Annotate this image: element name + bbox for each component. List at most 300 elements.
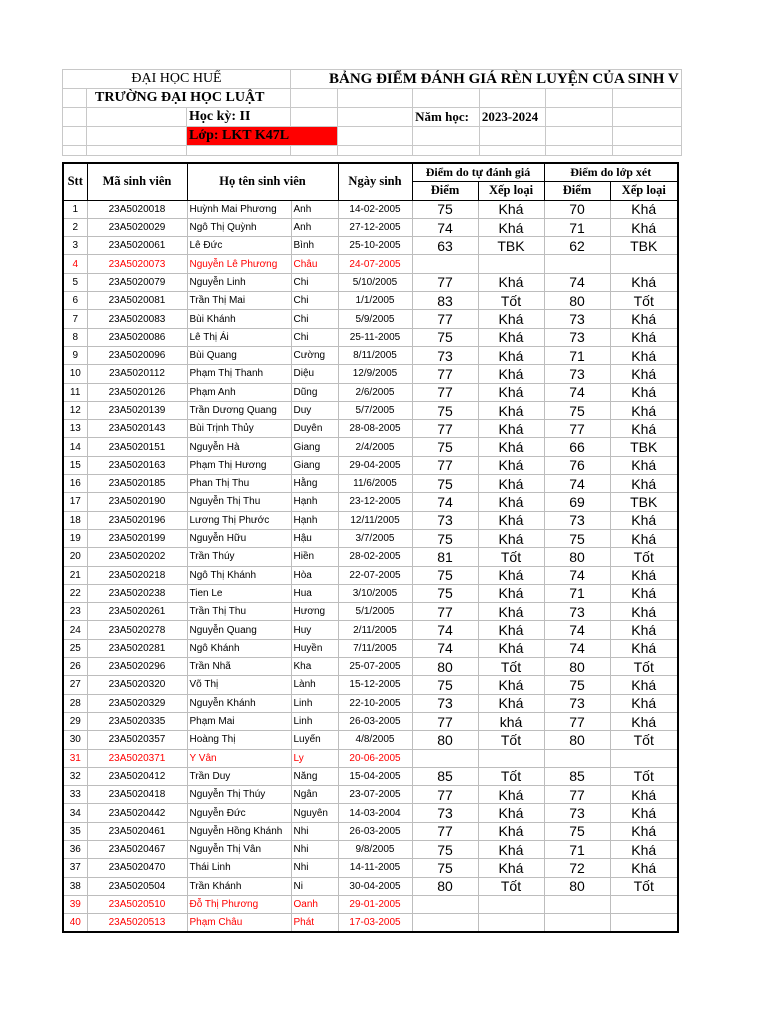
row-number: 7 (63, 310, 87, 328)
row-class-score: 73 (544, 694, 610, 712)
row-student-id: 23A5020083 (87, 310, 187, 328)
row-class-score: 73 (544, 511, 610, 529)
row-first-name: Nguyên (291, 804, 338, 822)
row-class-score: 74 (544, 273, 610, 291)
row-number: 13 (63, 420, 87, 438)
row-first-name: Giang (291, 456, 338, 474)
row-last-name: Nguyễn Hữu (187, 529, 291, 547)
row-class-rank: Tốt (610, 731, 678, 749)
row-first-name: Anh (291, 218, 338, 236)
row-dob: 7/11/2005 (338, 639, 412, 657)
row-self-score: 77 (412, 822, 478, 840)
row-student-id: 23A5020510 (87, 895, 187, 913)
col-student-name: Họ tên sinh viên (187, 163, 338, 200)
row-self-rank: Khá (478, 511, 544, 529)
row-self-score: 77 (412, 383, 478, 401)
row-last-name: Phạm Thị Hương (187, 456, 291, 474)
row-number: 35 (63, 822, 87, 840)
row-self-score: 77 (412, 273, 478, 291)
row-class-rank: Khá (610, 804, 678, 822)
table-row (63, 438, 678, 456)
row-number: 6 (63, 292, 87, 310)
row-number: 25 (63, 639, 87, 657)
row-dob: 24-07-2005 (338, 255, 412, 273)
row-student-id: 23A5020086 (87, 328, 187, 346)
row-self-rank: Tốt (478, 767, 544, 785)
row-number: 22 (63, 584, 87, 602)
col-group-self: Điểm do tự đánh giá (412, 163, 544, 182)
row-first-name: Hạnh (291, 511, 338, 529)
row-self-rank: Tốt (478, 658, 544, 676)
table-row (63, 456, 678, 474)
row-class-score: 72 (544, 859, 610, 877)
row-self-rank: Khá (478, 273, 544, 291)
row-self-rank: Khá (478, 584, 544, 602)
table-row (63, 255, 678, 273)
row-student-id: 23A5020126 (87, 383, 187, 401)
row-self-rank: Tốt (478, 292, 544, 310)
row-class-score: 75 (544, 676, 610, 694)
row-class-score: 73 (544, 328, 610, 346)
table-row (63, 877, 678, 895)
row-self-rank: Tốt (478, 548, 544, 566)
row-dob: 25-07-2005 (338, 658, 412, 676)
row-number: 10 (63, 365, 87, 383)
year-value: 2023-2024 (479, 108, 546, 127)
row-self-rank (478, 255, 544, 273)
row-self-rank: Khá (478, 383, 544, 401)
row-class-score: 71 (544, 584, 610, 602)
row-first-name: Duyên (291, 420, 338, 438)
row-last-name: Nguyễn Lê Phương (187, 255, 291, 273)
row-self-score (412, 255, 478, 273)
row-dob: 9/8/2005 (338, 840, 412, 858)
table-row (63, 621, 678, 639)
row-dob: 5/9/2005 (338, 310, 412, 328)
row-self-score: 75 (412, 840, 478, 858)
row-dob: 22-10-2005 (338, 694, 412, 712)
row-student-id: 23A5020185 (87, 475, 187, 493)
table-row (63, 511, 678, 529)
row-self-rank: Khá (478, 639, 544, 657)
row-self-score: 77 (412, 310, 478, 328)
row-dob: 3/7/2005 (338, 529, 412, 547)
row-number: 26 (63, 658, 87, 676)
row-first-name: Kha (291, 658, 338, 676)
table-row (63, 658, 678, 676)
row-self-score: 63 (412, 237, 478, 255)
row-last-name: Nguyễn Hà (187, 438, 291, 456)
row-self-score: 74 (412, 218, 478, 236)
row-number: 18 (63, 511, 87, 529)
row-self-score: 77 (412, 420, 478, 438)
row-self-rank: Khá (478, 401, 544, 419)
row-number: 16 (63, 475, 87, 493)
row-student-id: 23A5020139 (87, 401, 187, 419)
col-student-id: Mã sinh viên (87, 163, 187, 200)
row-self-rank: Khá (478, 822, 544, 840)
row-number: 36 (63, 840, 87, 858)
row-self-score: 75 (412, 529, 478, 547)
row-self-rank: TBK (478, 237, 544, 255)
row-class-rank: Khá (610, 786, 678, 804)
year-label: Năm học: (413, 108, 480, 127)
table-row (63, 548, 678, 566)
row-self-rank: Khá (478, 786, 544, 804)
row-last-name: Trần Thúy (187, 548, 291, 566)
row-number: 23 (63, 603, 87, 621)
row-self-score: 74 (412, 493, 478, 511)
row-dob: 29-04-2005 (338, 456, 412, 474)
row-class-rank: Khá (610, 676, 678, 694)
semester-label: Học kỳ: II (187, 108, 291, 127)
row-class-score: 70 (544, 200, 610, 218)
row-number: 9 (63, 346, 87, 364)
row-dob: 27-12-2005 (338, 218, 412, 236)
row-last-name: Trần Dương Quang (187, 401, 291, 419)
row-self-score (412, 914, 478, 933)
row-last-name: Ngô Thị Quỳnh (187, 218, 291, 236)
row-first-name: Hua (291, 584, 338, 602)
row-self-rank: Khá (478, 218, 544, 236)
row-self-score: 75 (412, 859, 478, 877)
row-student-id: 23A5020281 (87, 639, 187, 657)
row-last-name: Lê Đức (187, 237, 291, 255)
row-self-score: 74 (412, 621, 478, 639)
row-self-score: 75 (412, 438, 478, 456)
row-class-score: 77 (544, 712, 610, 730)
row-self-rank (478, 749, 544, 767)
row-number: 20 (63, 548, 87, 566)
row-class-score: 73 (544, 310, 610, 328)
row-last-name: Y Vân (187, 749, 291, 767)
row-last-name: Nguyễn Đức (187, 804, 291, 822)
row-class-rank: Khá (610, 310, 678, 328)
row-dob: 23-12-2005 (338, 493, 412, 511)
row-number: 19 (63, 529, 87, 547)
row-self-score: 83 (412, 292, 478, 310)
row-class-score: 75 (544, 401, 610, 419)
row-class-score: 80 (544, 877, 610, 895)
row-last-name: Nguyễn Thị Vân (187, 840, 291, 858)
row-class-rank: Khá (610, 218, 678, 236)
row-student-id: 23A5020513 (87, 914, 187, 933)
table-row (63, 749, 678, 767)
table-row (63, 566, 678, 584)
row-class-rank: Khá (610, 456, 678, 474)
row-self-score: 74 (412, 639, 478, 657)
row-student-id: 23A5020467 (87, 840, 187, 858)
row-student-id: 23A5020261 (87, 603, 187, 621)
row-number: 3 (63, 237, 87, 255)
row-first-name: Nhi (291, 859, 338, 877)
row-student-id: 23A5020202 (87, 548, 187, 566)
row-first-name: Hương (291, 603, 338, 621)
row-class-rank: Khá (610, 603, 678, 621)
row-first-name: Diệu (291, 365, 338, 383)
col-dob: Ngày sinh (338, 163, 412, 200)
row-first-name: Hằng (291, 475, 338, 493)
table-row (63, 603, 678, 621)
table-row (63, 218, 678, 236)
row-last-name: Nguyễn Linh (187, 273, 291, 291)
row-class-rank (610, 914, 678, 933)
row-self-rank: khá (478, 712, 544, 730)
row-last-name: Nguyễn Thị Thu (187, 493, 291, 511)
row-student-id: 23A5020061 (87, 237, 187, 255)
row-class-score: 74 (544, 621, 610, 639)
row-dob: 25-10-2005 (338, 237, 412, 255)
row-class-score: 75 (544, 822, 610, 840)
row-class-rank: TBK (610, 237, 678, 255)
table-row (63, 822, 678, 840)
row-dob: 2/6/2005 (338, 383, 412, 401)
row-self-rank: Khá (478, 200, 544, 218)
row-class-rank: Khá (610, 346, 678, 364)
row-last-name: Thái Linh (187, 859, 291, 877)
table-row (63, 475, 678, 493)
row-dob: 14-11-2005 (338, 859, 412, 877)
row-last-name: Nguyễn Thị Thúy (187, 786, 291, 804)
table-row (63, 493, 678, 511)
row-last-name: Nguyễn Hồng Khánh (187, 822, 291, 840)
row-dob: 15-04-2005 (338, 767, 412, 785)
row-self-rank: Tốt (478, 731, 544, 749)
row-class-score: 77 (544, 420, 610, 438)
row-student-id: 23A5020151 (87, 438, 187, 456)
row-first-name: Nhi (291, 840, 338, 858)
row-class-score: 62 (544, 237, 610, 255)
row-last-name: Lê Thị Ái (187, 328, 291, 346)
row-number: 21 (63, 566, 87, 584)
row-dob: 26-03-2005 (338, 712, 412, 730)
row-first-name: Linh (291, 694, 338, 712)
row-class-score: 71 (544, 840, 610, 858)
row-first-name: Hậu (291, 529, 338, 547)
row-first-name: Duy (291, 401, 338, 419)
row-last-name: Ngô Thị Khánh (187, 566, 291, 584)
table-row (63, 237, 678, 255)
row-dob: 5/7/2005 (338, 401, 412, 419)
row-number: 37 (63, 859, 87, 877)
row-number: 1 (63, 200, 87, 218)
row-self-rank: Khá (478, 438, 544, 456)
row-first-name: Hòa (291, 566, 338, 584)
row-class-score: 69 (544, 493, 610, 511)
row-student-id: 23A5020096 (87, 346, 187, 364)
row-student-id: 23A5020218 (87, 566, 187, 584)
row-dob: 11/6/2005 (338, 475, 412, 493)
row-self-rank: Khá (478, 676, 544, 694)
row-class-rank (610, 255, 678, 273)
row-class-rank: Khá (610, 712, 678, 730)
row-number: 31 (63, 749, 87, 767)
row-self-score: 73 (412, 511, 478, 529)
row-first-name: Oanh (291, 895, 338, 913)
row-class-score: 74 (544, 566, 610, 584)
row-dob: 2/11/2005 (338, 621, 412, 639)
col-group-class: Điểm do lớp xét (544, 163, 678, 182)
row-student-id: 23A5020018 (87, 200, 187, 218)
row-student-id: 23A5020470 (87, 859, 187, 877)
row-self-rank: Khá (478, 310, 544, 328)
row-dob: 14-03-2004 (338, 804, 412, 822)
row-first-name: Chi (291, 328, 338, 346)
document-title: BẢNG ĐIỂM ĐÁNH GIÁ RÈN LUYỆN CỦA SINH V (291, 70, 682, 89)
row-class-rank: Khá (610, 383, 678, 401)
row-first-name: Dũng (291, 383, 338, 401)
row-class-score (544, 914, 610, 933)
row-dob: 12/9/2005 (338, 365, 412, 383)
col-stt: Stt (63, 163, 87, 200)
row-last-name: Trần Khánh (187, 877, 291, 895)
row-dob: 26-03-2005 (338, 822, 412, 840)
row-self-score: 75 (412, 584, 478, 602)
row-first-name: Anh (291, 200, 338, 218)
row-first-name: Hiền (291, 548, 338, 566)
row-last-name: Lương Thị Phước (187, 511, 291, 529)
row-student-id: 23A5020504 (87, 877, 187, 895)
row-student-id: 23A5020329 (87, 694, 187, 712)
row-dob: 5/10/2005 (338, 273, 412, 291)
row-first-name: Chi (291, 273, 338, 291)
row-class-rank: Khá (610, 420, 678, 438)
table-row (63, 310, 678, 328)
row-class-score: 75 (544, 529, 610, 547)
row-class-score: 76 (544, 456, 610, 474)
table-row (63, 328, 678, 346)
row-self-rank: Khá (478, 475, 544, 493)
row-class-rank: Khá (610, 621, 678, 639)
row-student-id: 23A5020335 (87, 712, 187, 730)
row-first-name: Ni (291, 877, 338, 895)
row-first-name: Lành (291, 676, 338, 694)
row-number: 40 (63, 914, 87, 933)
row-first-name: Ngân (291, 786, 338, 804)
row-class-score: 77 (544, 786, 610, 804)
table-row (63, 346, 678, 364)
grade-table (62, 162, 679, 933)
row-self-score: 81 (412, 548, 478, 566)
row-dob: 12/11/2005 (338, 511, 412, 529)
row-first-name: Năng (291, 767, 338, 785)
row-last-name: Nguyễn Khánh (187, 694, 291, 712)
col-class-score: Điểm (544, 182, 610, 200)
row-dob: 15-12-2005 (338, 676, 412, 694)
row-self-score (412, 895, 478, 913)
row-number: 11 (63, 383, 87, 401)
row-class-score: 80 (544, 658, 610, 676)
row-last-name: Nguyễn Quang (187, 621, 291, 639)
row-self-score: 75 (412, 200, 478, 218)
row-class-rank: Khá (610, 840, 678, 858)
row-class-rank: Khá (610, 273, 678, 291)
row-class-rank: Khá (610, 328, 678, 346)
row-class-rank: Khá (610, 200, 678, 218)
row-number: 38 (63, 877, 87, 895)
row-self-rank (478, 914, 544, 933)
row-class-rank: Tốt (610, 767, 678, 785)
row-number: 12 (63, 401, 87, 419)
row-last-name: Phạm Anh (187, 383, 291, 401)
row-class-rank: Khá (610, 475, 678, 493)
row-self-score: 80 (412, 658, 478, 676)
row-student-id: 23A5020278 (87, 621, 187, 639)
row-dob: 23-07-2005 (338, 786, 412, 804)
row-self-score: 77 (412, 365, 478, 383)
row-class-score: 73 (544, 603, 610, 621)
row-student-id: 23A5020371 (87, 749, 187, 767)
row-class-rank: Tốt (610, 877, 678, 895)
row-dob: 28-02-2005 (338, 548, 412, 566)
row-number: 24 (63, 621, 87, 639)
row-student-id: 23A5020073 (87, 255, 187, 273)
row-self-score (412, 749, 478, 767)
table-row (63, 383, 678, 401)
row-class-score: 66 (544, 438, 610, 456)
row-last-name: Phạm Châu (187, 914, 291, 933)
row-student-id: 23A5020357 (87, 731, 187, 749)
row-self-rank: Khá (478, 621, 544, 639)
row-dob: 3/10/2005 (338, 584, 412, 602)
row-student-id: 23A5020296 (87, 658, 187, 676)
row-self-rank: Khá (478, 420, 544, 438)
row-first-name: Giang (291, 438, 338, 456)
table-row (63, 786, 678, 804)
row-student-id: 23A5020163 (87, 456, 187, 474)
row-self-score: 80 (412, 877, 478, 895)
row-dob: 20-06-2005 (338, 749, 412, 767)
row-dob: 22-07-2005 (338, 566, 412, 584)
row-student-id: 23A5020029 (87, 218, 187, 236)
table-row (63, 840, 678, 858)
row-first-name: Huy (291, 621, 338, 639)
row-number: 30 (63, 731, 87, 749)
row-student-id: 23A5020112 (87, 365, 187, 383)
row-last-name: Ngô Khánh (187, 639, 291, 657)
row-self-score: 73 (412, 346, 478, 364)
row-student-id: 23A5020320 (87, 676, 187, 694)
col-self-rank: Xếp loại (478, 182, 544, 200)
university-name: ĐẠI HỌC HUẾ (63, 70, 291, 89)
row-student-id: 23A5020143 (87, 420, 187, 438)
row-self-rank: Khá (478, 493, 544, 511)
row-class-rank: Khá (610, 584, 678, 602)
row-first-name: Linh (291, 712, 338, 730)
row-student-id: 23A5020238 (87, 584, 187, 602)
row-self-rank: Khá (478, 456, 544, 474)
row-dob: 25-11-2005 (338, 328, 412, 346)
row-class-score: 74 (544, 639, 610, 657)
row-first-name: Châu (291, 255, 338, 273)
row-self-score: 77 (412, 456, 478, 474)
row-first-name: Phát (291, 914, 338, 933)
row-number: 15 (63, 456, 87, 474)
row-first-name: Bình (291, 237, 338, 255)
row-last-name: Bùi Quang (187, 346, 291, 364)
table-row (63, 200, 678, 218)
row-class-score (544, 749, 610, 767)
row-self-rank: Khá (478, 840, 544, 858)
row-dob: 8/11/2005 (338, 346, 412, 364)
row-class-rank (610, 895, 678, 913)
row-class-score: 71 (544, 218, 610, 236)
row-class-rank: Tốt (610, 292, 678, 310)
table-body (63, 200, 678, 932)
table-row (63, 401, 678, 419)
row-last-name: Đỗ Thị Phương (187, 895, 291, 913)
table-row (63, 712, 678, 730)
